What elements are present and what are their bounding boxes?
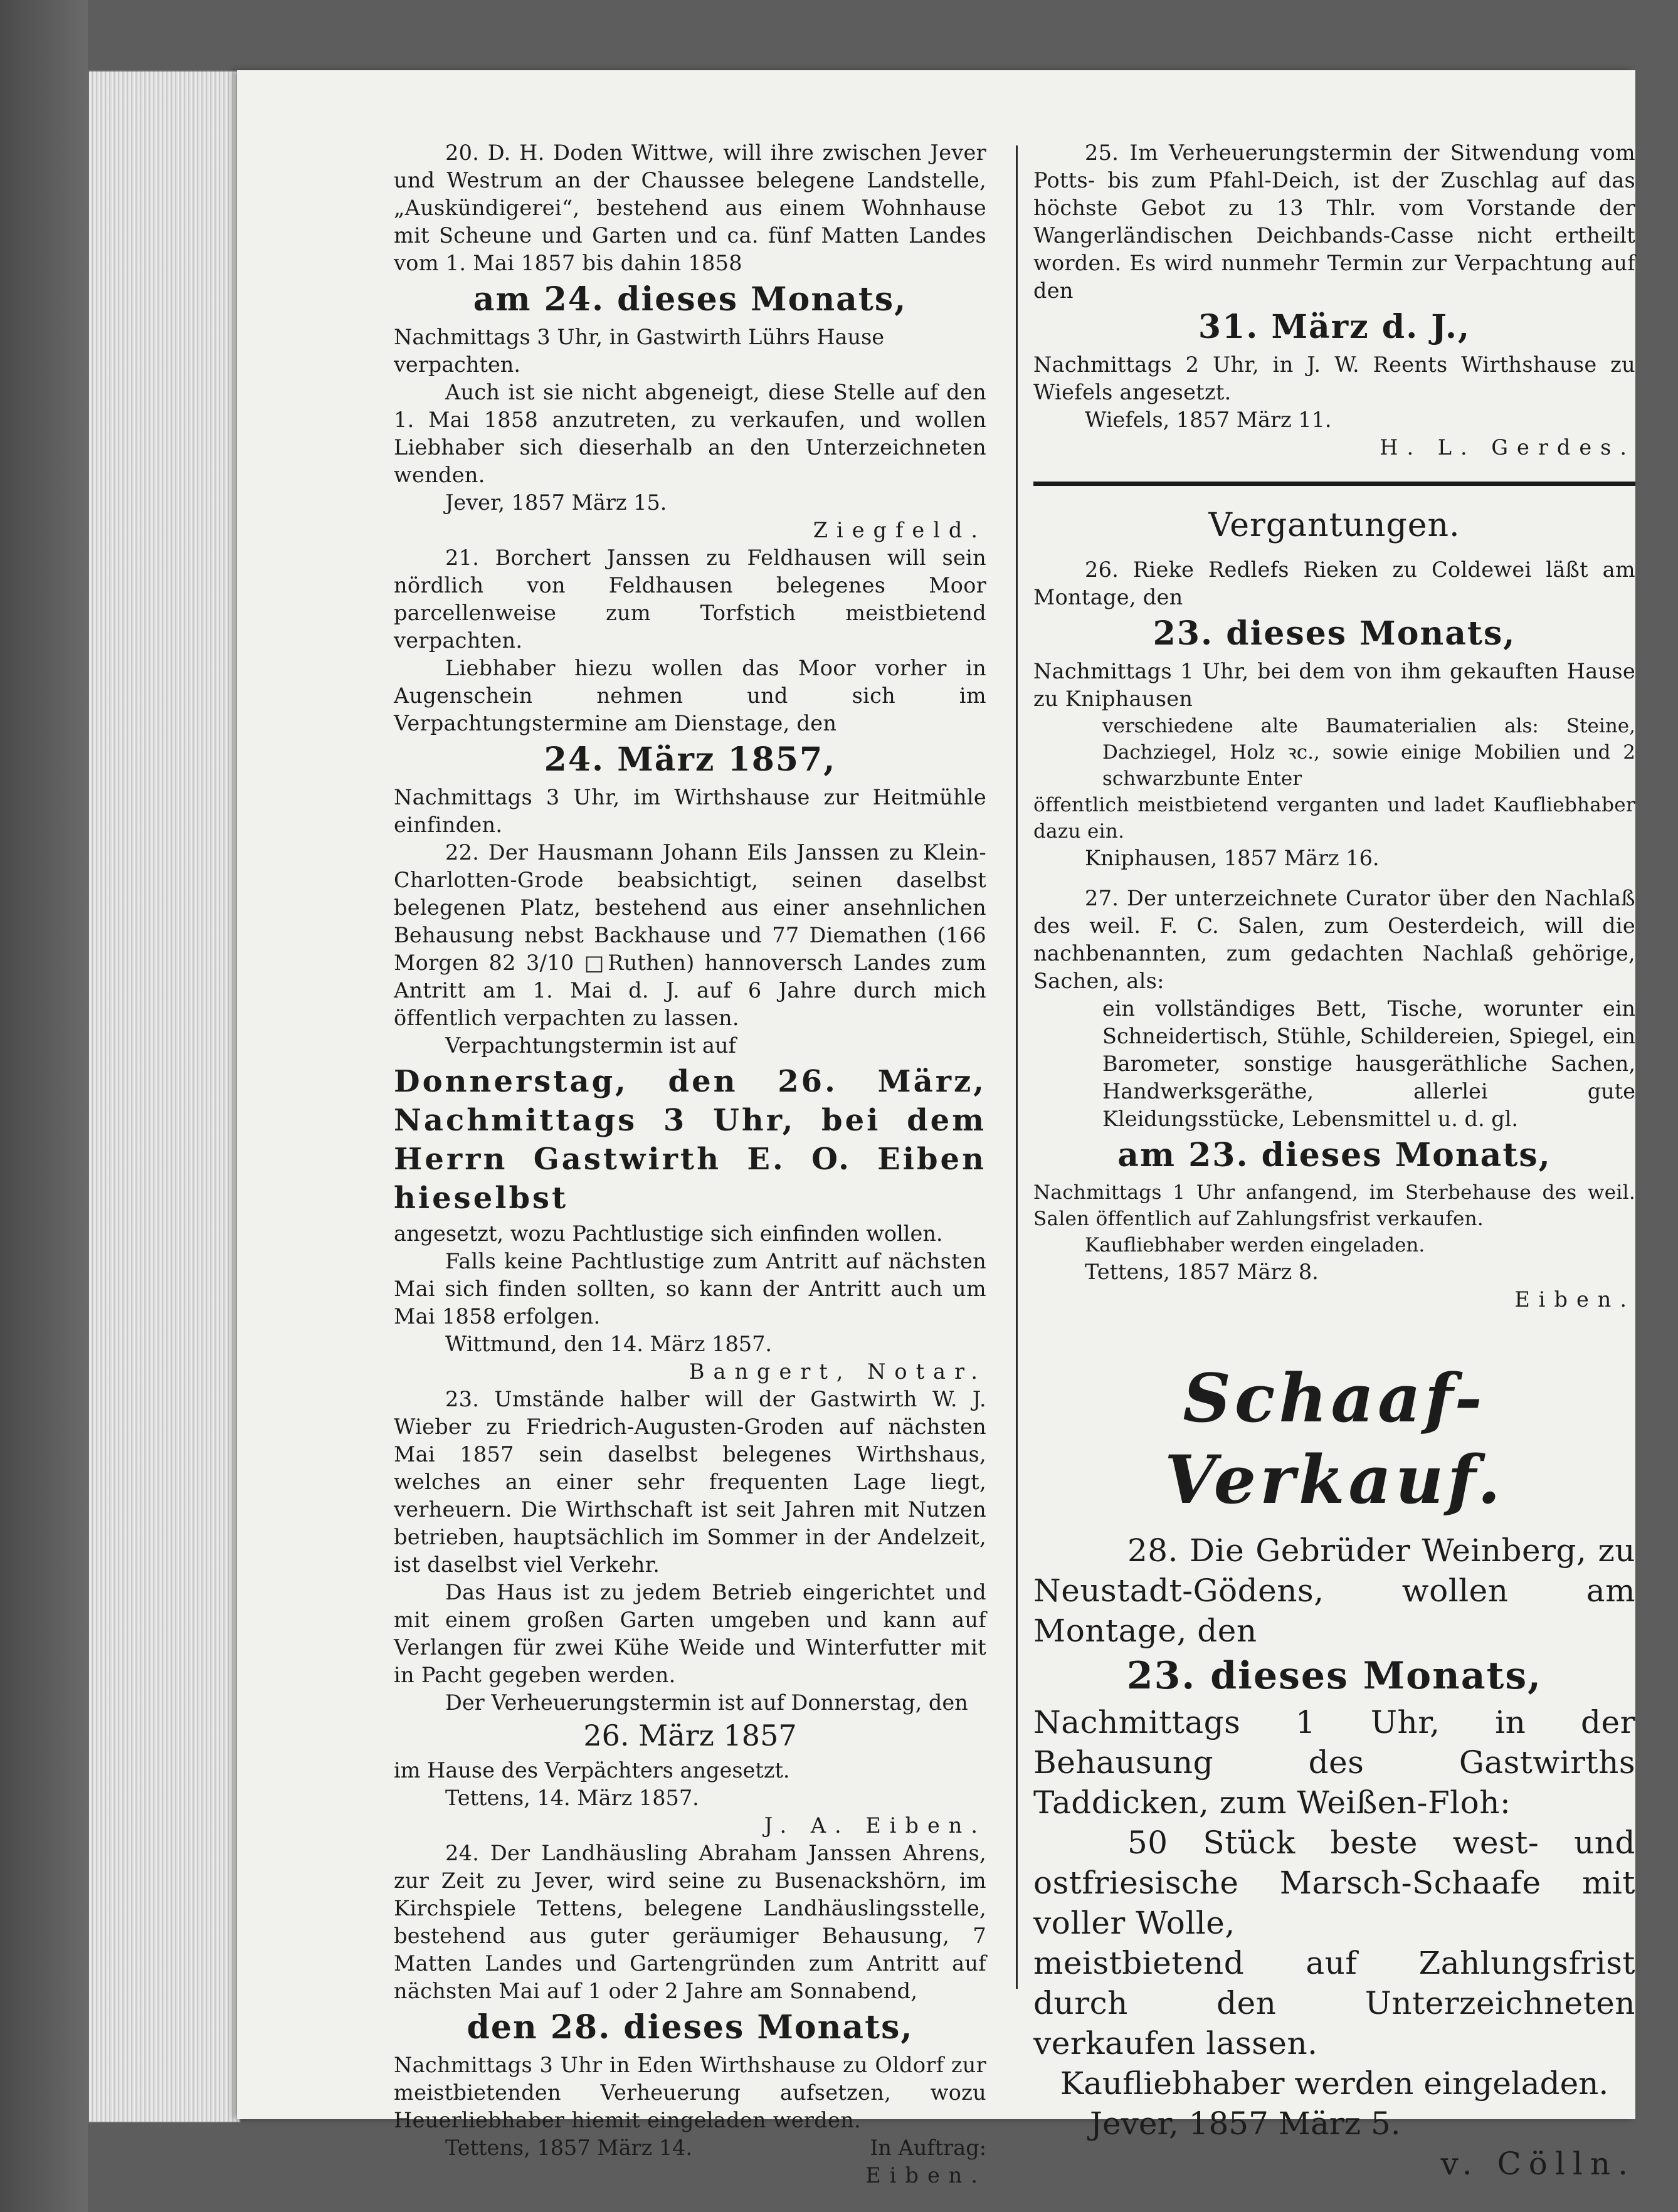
notice-commission: In Auftrag: [870,2136,986,2160]
notice-signature: Eiben. [1514,1287,1635,1312]
notice-text: 25. Im Verheuerungstermin der Sitwendung vom Potts- bis zum Pfahl-Deich, ist der Zuschlag auf das höchste Gebot zu 13 Thlr. vom Vorstande der Wangerländischen Deichbands-Casse nicht ertheilt worden. Es wird nunmehr Termin zur Verpachtung auf den [1033,140,1635,303]
notice-25 [1033,139,1635,461]
notice-place-date: Tettens, 1857 März 8. [1085,1260,1319,1284]
newspaper-page [237,70,1635,2188]
notice-text: 23. Umstände halber will der Gastwirth W. J. Wieber zu Friedrich-Augusten-Groden auf nächsten Mai 1857 sein daselbst belegenes Wirthshaus, welches an einer sehr frequenten Lage liegt, verheuern. Die Wirthschaft ist seit Jahren mit Nutzen betrieben, hauptsächlich im Sommer in der Andelzeit, ist daselbst viel Verkehr. [394,1387,986,1577]
notice-text: Nachmittags 3 Uhr, in Gastwirth Lührs Hause verpachten. [394,325,885,377]
notice-text: 20. D. H. Doden Wittwe, will ihre zwischen Jever und Westrum an der Chaussee belegene Landstelle, „Auskündigerei“, bestehend aus einem Wohnhause mit Scheune und Garten und ca. fünf Matten Landes vom 1. Mai 1857 bis dahin 1858 [394,140,986,275]
notice-26 [1033,556,1635,872]
notice-date: am 23. dieses Monats, [1117,1136,1551,1174]
page-edges [88,70,241,2123]
notice-text: Falls keine Pachtlustige zum Antritt auf nächsten Mai sich finden sollten, so kann der Antritt auch um Mai 1858 erfolgen. [394,1249,986,1329]
notice-signature: Eiben. [865,2163,986,2188]
notice-text: Nachmittags 1 Uhr, in der Behausung des Gastwirths Taddicken, zum Weißen-Floh: [1033,1704,1635,1821]
notice-22 [394,839,986,1386]
notice-21 [394,544,986,839]
notice-text: meistbietend auf Zahlungsfrist durch den Unterzeichneten verkaufen lassen. [1033,1945,1635,2062]
column-divider [1016,145,1018,1989]
notice-signature: v. Cölln. [1440,2146,1635,2182]
notice-items: 50 Stück beste west- und ostfriesische Marsch-Schaafe mit voller Wolle, [1033,1825,1635,1941]
notice-text: 28. Die Gebrüder Weinberg, zu Neustadt-Gödens, wollen am Montage, den [1033,1532,1635,1649]
book-spine [0,0,88,2212]
notice-date: am 24. dieses Monats, [473,280,907,319]
notice-items: ein vollständiges Bett, Tische, worunter ein Schneidertisch, Stühle, Schildereien, Spiegel, ein Barometer, sonstige hausgeräthliche Sachen, Handwerksgeräthe, allerlei gute Kleidungsstücke, Lebensmittel u. d. gl. [1102,996,1635,1131]
notice-text: Kaufliebhaber werden eingeladen. [1060,2065,1609,2102]
notice-text: Das Haus ist zu jedem Betrieb eingerichtet und mit einem großen Garten umgeben und kann auf Verlangen für zwei Kühe Weide und Winterfutter mit in Pacht gegeben werden. [394,1580,986,1687]
notice-signature: Bangert, Notar. [689,1359,986,1384]
notice-text: Der Verheuerungstermin ist auf Donnerstag, den [445,1690,968,1715]
notice-date: 23. dieses Monats, [1126,1654,1543,1698]
notice-date: 31. März d. J., [1198,308,1471,346]
section-heading: Vergantungen. [1208,507,1460,544]
notice-place-date: Jever, 1857 März 15. [445,490,667,515]
notice-text: Liebhaber hiezu wollen das Moor vorher in Augenschein nehmen und sich im Verpachtungstermine am Dienstage, den [394,656,986,735]
notice-text: Verpachtungstermin ist auf [445,1033,736,1058]
notice-text: Kaufliebhaber werden eingeladen. [1085,1234,1425,1256]
notice-footer [394,2134,986,2162]
section-rule [1033,482,1635,486]
notice-text: 26. Rieke Redlefs Rieken zu Coldewei läßt am Montage, den [1033,557,1635,609]
notice-date: 26. März 1857 [583,1719,797,1752]
notice-text: Nachmittags 3 Uhr in Eden Wirthshause zu Oldorf zur meistbietenden Verheuerung aufsetzen, wozu Heuerliebhaber hiemit eingeladen werden. [394,2053,986,2132]
notice-text: Nachmittags 3 Uhr, im Wirthshause zur Heitmühle einfinden. [394,785,986,837]
notice-text: 27. Der unterzeichnete Curator über den Nachlaß des weil. F. C. Salen, zum Oesterdeich, will die nachbenannten, zum gedachten Nachlaß gehörige, Sachen, als: [1033,886,1635,993]
notice-text: Nachmittags 2 Uhr, in J. W. Reents Wirthshause zu Wiefels angesetzt. [1033,352,1635,404]
notice-place-date: Wiefels, 1857 März 11. [1085,408,1332,432]
notice-date: den 28. dieses Monats, [467,2008,914,2046]
notice-signature: J. A. Eiben. [764,1813,986,1838]
notice-text: öffentlich meistbietend verganten und ladet Kaufliebhaber dazu ein. [1033,794,1635,843]
notice-24 [394,1840,986,2189]
notice-text: Nachmittags 1 Uhr, bei dem von ihm gekauften Hause zu Kniphausen [1033,659,1635,711]
notice-date: 23. dieses Monats, [1153,614,1516,653]
notice-text: im Hause des Verpächters angesetzt. [394,1758,790,1783]
notice-place-date: Tettens, 1857 März 14. [445,2136,693,2160]
notice-text: Nachmittags 1 Uhr anfangend, im Sterbehause des weil. Salen öffentlich auf Zahlungsfrist verkaufen. [1033,1181,1635,1230]
notice-text: angesetzt, wozu Pachtlustige sich einfinden wollen. [394,1221,943,1246]
notice-place-date: Wittmund, den 14. März 1857. [445,1332,773,1356]
notice-signature: Ziegfeld. [813,518,986,542]
notice-27 [1033,885,1635,1314]
notice-text: Auch ist sie nicht abgeneigt, diese Stelle auf den 1. Mai 1858 anzutreten, zu verkaufen, und wollen Liebhaber sich dieserhalb an den Unterzeichneten wenden. [394,380,986,487]
notice-signature: H. L. Gerdes. [1380,435,1635,460]
notice-place-date: Tettens, 14. März 1857. [445,1786,699,1810]
notice-text: 22. Der Hausmann Johann Eils Janssen zu Klein-Charlotten-Grode beabsichtigt, seinen daselbst belegenen Platz, bestehend aus einer ansehnlichen Behausung nebst Backhause und 77 Diemathen (166 Morgen 82 3/10 □Ruthen) hannoversch Landes zum Antritt am 1. Mai d. J. auf 6 Jahre durch mich öffentlich verpachten zu lassen. [394,840,986,1030]
left-column [394,139,986,2189]
notice-place-date: Jever, 1857 März 5. [1090,2105,1401,2142]
notice-text: 21. Borchert Janssen zu Feldhausen will sein nördlich von Feldhausen belegenes Moor parcellenweise zum Torfstich meistbietend verpachten. [394,545,986,653]
headline: Schaaf-Verkauf. [1164,1359,1504,1519]
notice-23 [394,1386,986,1840]
notice-28 [1033,1530,1635,2184]
notice-20 [394,139,986,544]
notice-items: verschiedene alte Baumaterialien als: Steine, Dachziegel, Holz ꝛc., sowie einige Mobilien und 2 schwarzbunte Enter [1102,715,1635,790]
notice-place-date: Kniphausen, 1857 März 16. [1085,846,1380,870]
notice-date: 24. März 1857, [544,740,836,779]
notice-text: 24. Der Landhäusling Abraham Janssen Ahrens, zur Zeit zu Jever, wird seine zu Busenackshörn, im Kirchspiele Tettens, belegene Landhäuslingsstelle, bestehend aus guter geräumiger Behausung, 7 Matten Landes und Gartengründen zum Antritt auf nächsten Mai auf 1 oder 2 Jahre am Sonnabend, [394,1841,986,2003]
right-column [1033,139,1635,2184]
notice-bold-date: Donnerstag, den 26. März, Nachmittags 3 Uhr, bei dem Herrn Gastwirth E. O. Eiben hieselbst [394,1064,986,1216]
